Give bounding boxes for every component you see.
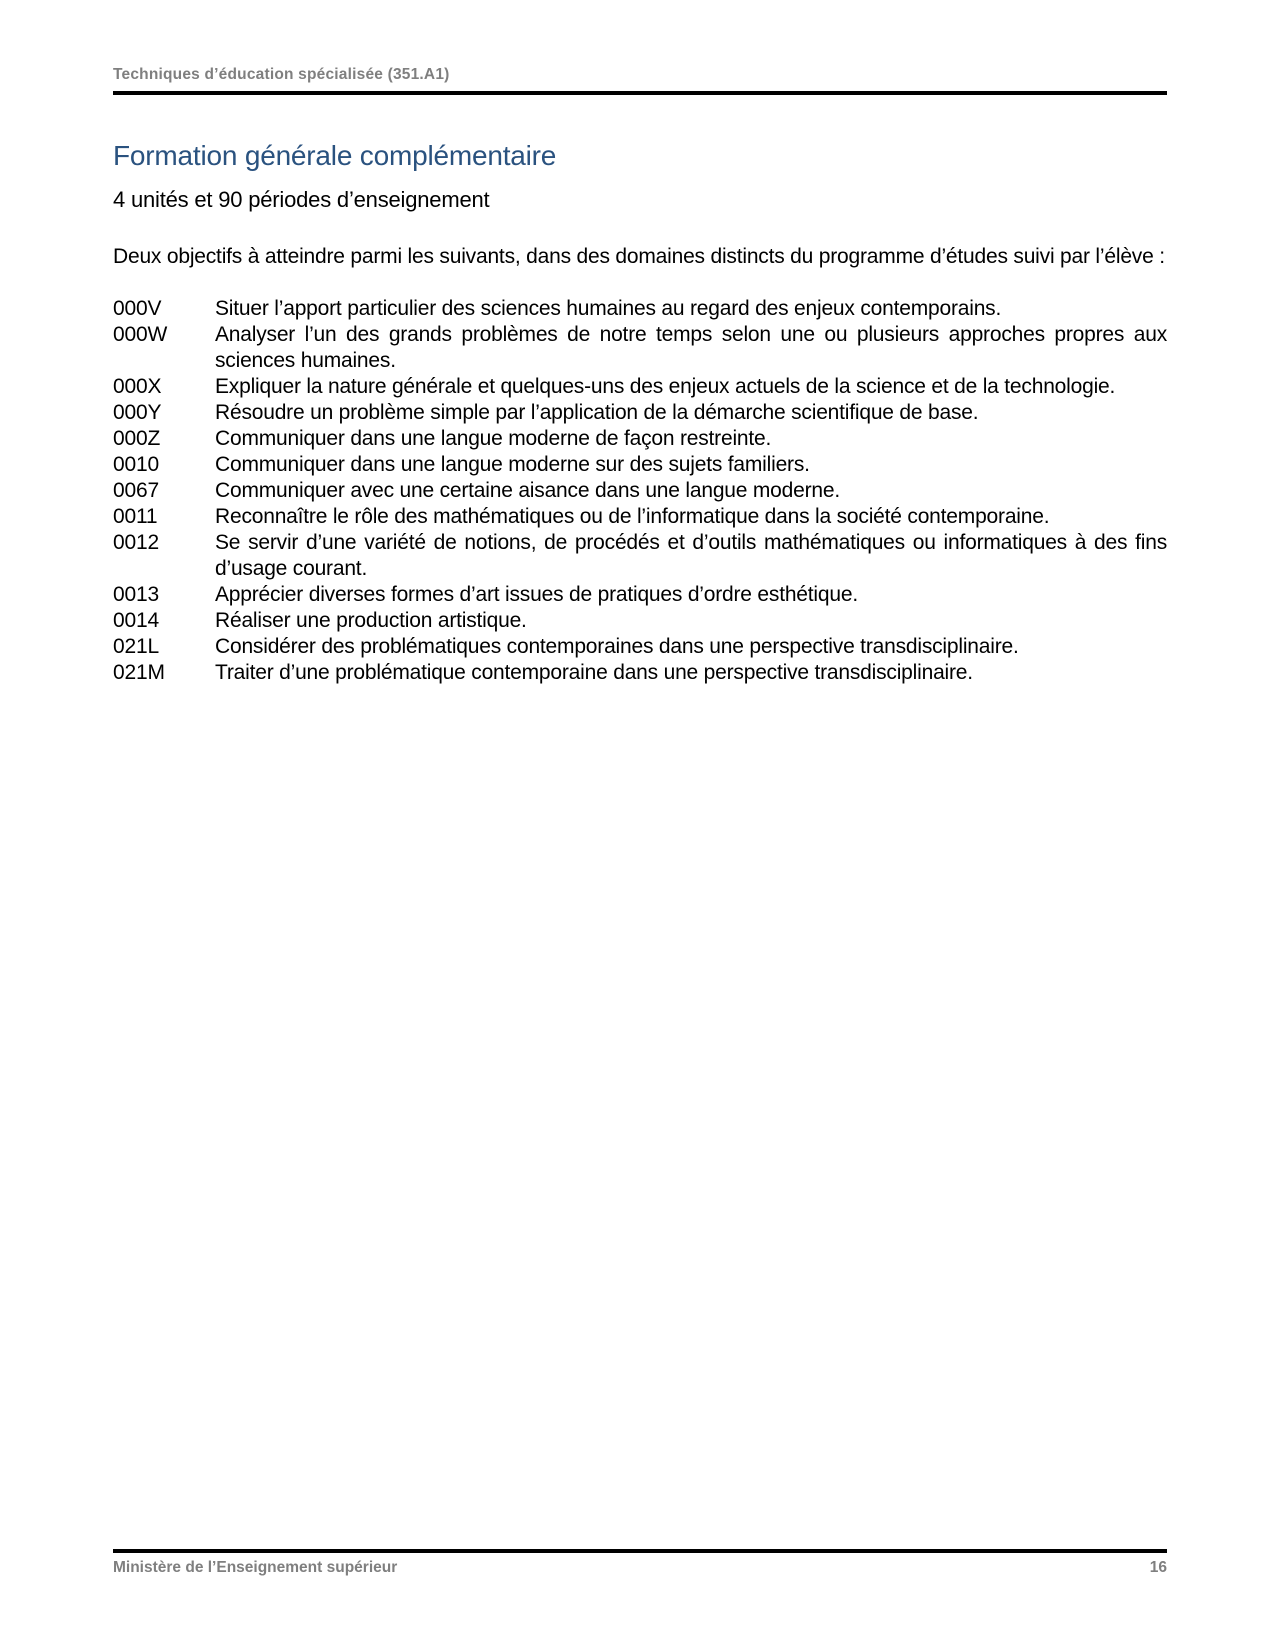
- objective-row: [113, 426, 1167, 452]
- objective-code: 0011: [113, 505, 158, 528]
- header-rule: [113, 91, 1167, 95]
- objective-row: [113, 582, 1167, 608]
- running-header-title: Techniques d’éducation spécialisée (351.A1): [113, 66, 450, 83]
- objective-row: [113, 504, 1167, 530]
- objective-code: 000X: [113, 375, 162, 398]
- objective-text: Résoudre un problème simple par l’application de la démarche scientifique de base.: [215, 401, 979, 424]
- objective-text: Se servir d’une variété de notions, de procédés et d’outils mathématiques ou informatiques à des fins d’usage courant.: [215, 531, 1167, 580]
- objective-text: Expliquer la nature générale et quelques-uns des enjeux actuels de la science et de la technologie.: [215, 375, 1116, 398]
- objective-code: 000Y: [113, 401, 162, 424]
- objective-row: [113, 296, 1167, 322]
- objective-text: Réaliser une production artistique.: [215, 609, 527, 632]
- page-content: [113, 139, 1167, 686]
- objective-code: 000Z: [113, 427, 161, 450]
- objectives-list: [113, 296, 1167, 686]
- objective-row: [113, 400, 1167, 426]
- objective-row: [113, 452, 1167, 478]
- footer-ministry-text: Ministère de l’Enseignement supérieur: [113, 1559, 398, 1576]
- objective-code: 0067: [113, 479, 159, 502]
- section-heading: Formation générale complémentaire: [113, 140, 557, 171]
- objective-row: [113, 374, 1167, 400]
- footer-page-number: 16: [1149, 1559, 1167, 1576]
- footer-row: [113, 1553, 1167, 1577]
- objective-code: 021L: [113, 635, 159, 658]
- objective-row: [113, 530, 1167, 582]
- objective-row: [113, 478, 1167, 504]
- objective-row: [113, 608, 1167, 634]
- objective-text: Communiquer dans une langue moderne sur des sujets familiers.: [215, 453, 810, 476]
- objective-row: [113, 660, 1167, 686]
- objective-code: 0013: [113, 583, 159, 606]
- page-footer: [113, 1549, 1167, 1577]
- objective-text: Reconnaître le rôle des mathématiques ou de l’informatique dans la société contemporaine.: [215, 505, 1050, 528]
- page-header: [113, 66, 1167, 95]
- objective-code: 021M: [113, 661, 165, 684]
- objective-row: [113, 634, 1167, 660]
- objective-code: 0010: [113, 453, 159, 476]
- objective-text: Communiquer avec une certaine aisance dans une langue moderne.: [215, 479, 841, 502]
- objective-text: Communiquer dans une langue moderne de façon restreinte.: [215, 427, 772, 450]
- intro-paragraph: Deux objectifs à atteindre parmi les suivants, dans des domaines distincts du programme d’études suivi par l’élève :: [113, 245, 1165, 268]
- objective-code: 000V: [113, 297, 162, 320]
- objective-text: Situer l’apport particulier des sciences humaines au regard des enjeux contemporains.: [215, 297, 1002, 320]
- objective-code: 0012: [113, 531, 159, 554]
- objective-text: Apprécier diverses formes d’art issues de pratiques d’ordre esthétique.: [215, 583, 858, 606]
- objective-text: Considérer des problématiques contemporaines dans une perspective transdisciplinaire.: [215, 635, 1019, 658]
- objective-text: Analyser l’un des grands problèmes de notre temps selon une ou plusieurs approches propres aux sciences humaines.: [215, 323, 1167, 372]
- objective-text: Traiter d’une problématique contemporaine dans une perspective transdisciplinaire.: [215, 661, 973, 684]
- objective-code: 0014: [113, 609, 159, 632]
- objective-code: 000W: [113, 323, 168, 346]
- objective-row: [113, 322, 1167, 374]
- section-subtitle: 4 unités et 90 périodes d’enseignement: [113, 187, 490, 212]
